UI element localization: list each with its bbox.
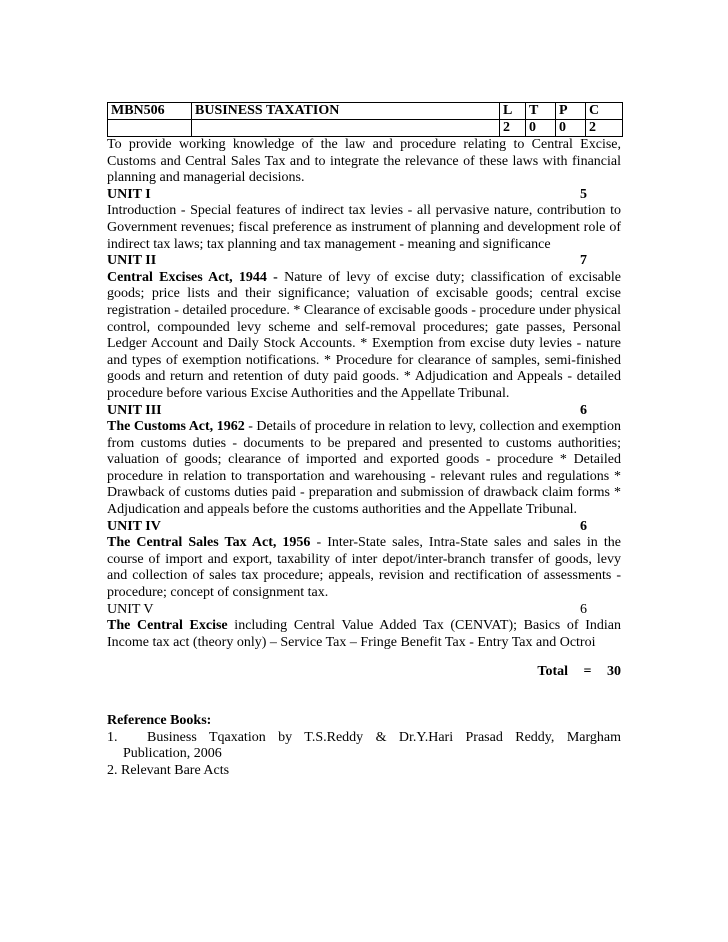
empty-cell [192, 120, 500, 137]
unit-lead: The Central Sales Tax Act, 1956 [107, 535, 311, 551]
unit-label: UNIT V [107, 601, 154, 617]
unit-3-content [107, 419, 621, 519]
reference-line [107, 730, 621, 747]
credit-header-t: T [526, 103, 556, 120]
reference-item [107, 763, 621, 780]
course-values-row [108, 120, 623, 137]
reference-continuation: Publication, 2006 [123, 746, 222, 762]
credit-header-c: C [586, 103, 623, 120]
unit-label: UNIT II [107, 253, 157, 269]
empty-cell [108, 120, 192, 137]
unit-lead: The Customs Act, 1962 [107, 419, 245, 435]
unit-hours: 5 [580, 186, 587, 202]
total-equals: = [583, 664, 592, 680]
unit-lead: Central Excises Act, 1944 - [107, 269, 278, 285]
unit-4-heading [107, 519, 621, 536]
total-value: 30 [607, 664, 621, 680]
unit-1-content [107, 203, 621, 253]
reference-item [107, 730, 621, 763]
course-code: MBN506 [108, 103, 192, 120]
reference-title: Business Tqaxation by T.S.Reddy & Dr.Y.Hari Prasad Reddy, Margham [147, 729, 621, 745]
unit-2-content [107, 270, 621, 403]
credit-value-l: 2 [500, 120, 526, 137]
unit-hours: 7 [580, 253, 587, 269]
unit-hours: 6 [580, 402, 587, 418]
course-title: BUSINESS TAXATION [192, 103, 500, 120]
unit-text: - Inter-State sales, Intra-State sales and sales in the course of import and export, taxability of inter depot/inter-branch transfer of goods, levy and collection of sales tax procedure; appeals, revision and rectification of assessments - procedure; concept of consignment tax. [107, 535, 621, 601]
total-hours [107, 664, 621, 681]
unit-label: UNIT IV [107, 518, 161, 534]
unit-label: UNIT I [107, 186, 151, 202]
credit-value-p: 0 [556, 120, 586, 137]
unit-4-content [107, 535, 621, 601]
unit-5-content [107, 618, 621, 651]
credit-value-c: 2 [586, 120, 623, 137]
total-label: Total [537, 664, 568, 680]
unit-lead: The Central Excise [107, 618, 228, 634]
credit-header-p: P [556, 103, 586, 120]
unit-text: Nature of levy of excise duty; classification of excisable goods; price lists and their significance; valuation of excisable goods; central excise registration - detailed procedure. * Clearance of excisable goods - procedure under physical control, compounded levy scheme and self-removal procedures; gate passes, Personal Ledger Account and Daily Stock Accounts. * Exemption from excise duty levies - nature and types of exemption notifications. * Procedure for clearance of samples, semi-finished goods and return and retention of duty paid goods. * Adjudication and Appeals - detailed procedure before various Excise Authorities and the Appellate Tribunal. [107, 269, 621, 401]
unit-label: UNIT III [107, 402, 162, 418]
reference-title: Relevant Bare Acts [121, 762, 230, 778]
reference-number: 1. [107, 729, 118, 745]
unit-hours: 6 [580, 601, 587, 617]
credit-header-l: L [500, 103, 526, 120]
unit-1-heading [107, 187, 621, 204]
unit-2-heading [107, 253, 621, 270]
unit-5-heading [107, 602, 621, 619]
syllabus-page [107, 102, 621, 779]
course-objective: To provide working knowledge of the law and procedure relating to Central Excise, Customs and Central Sales Tax and to integrate the relevance of these laws with financial planning and managerial decisions. [107, 137, 621, 186]
unit-3-heading [107, 403, 621, 420]
unit-text: including Central Value Added Tax (CENVAT); Basics of Indian Income tax act (theory only) – Service Tax – Fringe Benefit Tax - Entry Tax and Octroi [107, 618, 621, 650]
course-header-table [107, 102, 623, 137]
unit-hours: 6 [580, 518, 587, 534]
course-header-row [108, 103, 623, 120]
unit-text: Introduction - Special features of indirect tax levies - all pervasive nature, contribution to Government revenues; fiscal preference as instrument of planning and development role of indirect tax laws; tax planning and tax management - meaning and significance [107, 203, 621, 252]
references-heading: Reference Books: [107, 713, 212, 728]
credit-value-t: 0 [526, 120, 556, 137]
unit-text: - Details of procedure in relation to levy, collection and exemption from customs duties - documents to be prepared and presented to customs authorities; valuation of goods; clearance of imported and exported goods - procedure * Detailed procedure in relation to transportation and warehousing - relevant rules and regulations * Drawback of customs duties paid - preparation and submission of drawback claim forms * Adjudication and appeals before the customs authorities and the Appellate Tribunal. [107, 419, 621, 518]
reference-first-part [107, 730, 147, 747]
reference-number: 2. [107, 762, 118, 778]
